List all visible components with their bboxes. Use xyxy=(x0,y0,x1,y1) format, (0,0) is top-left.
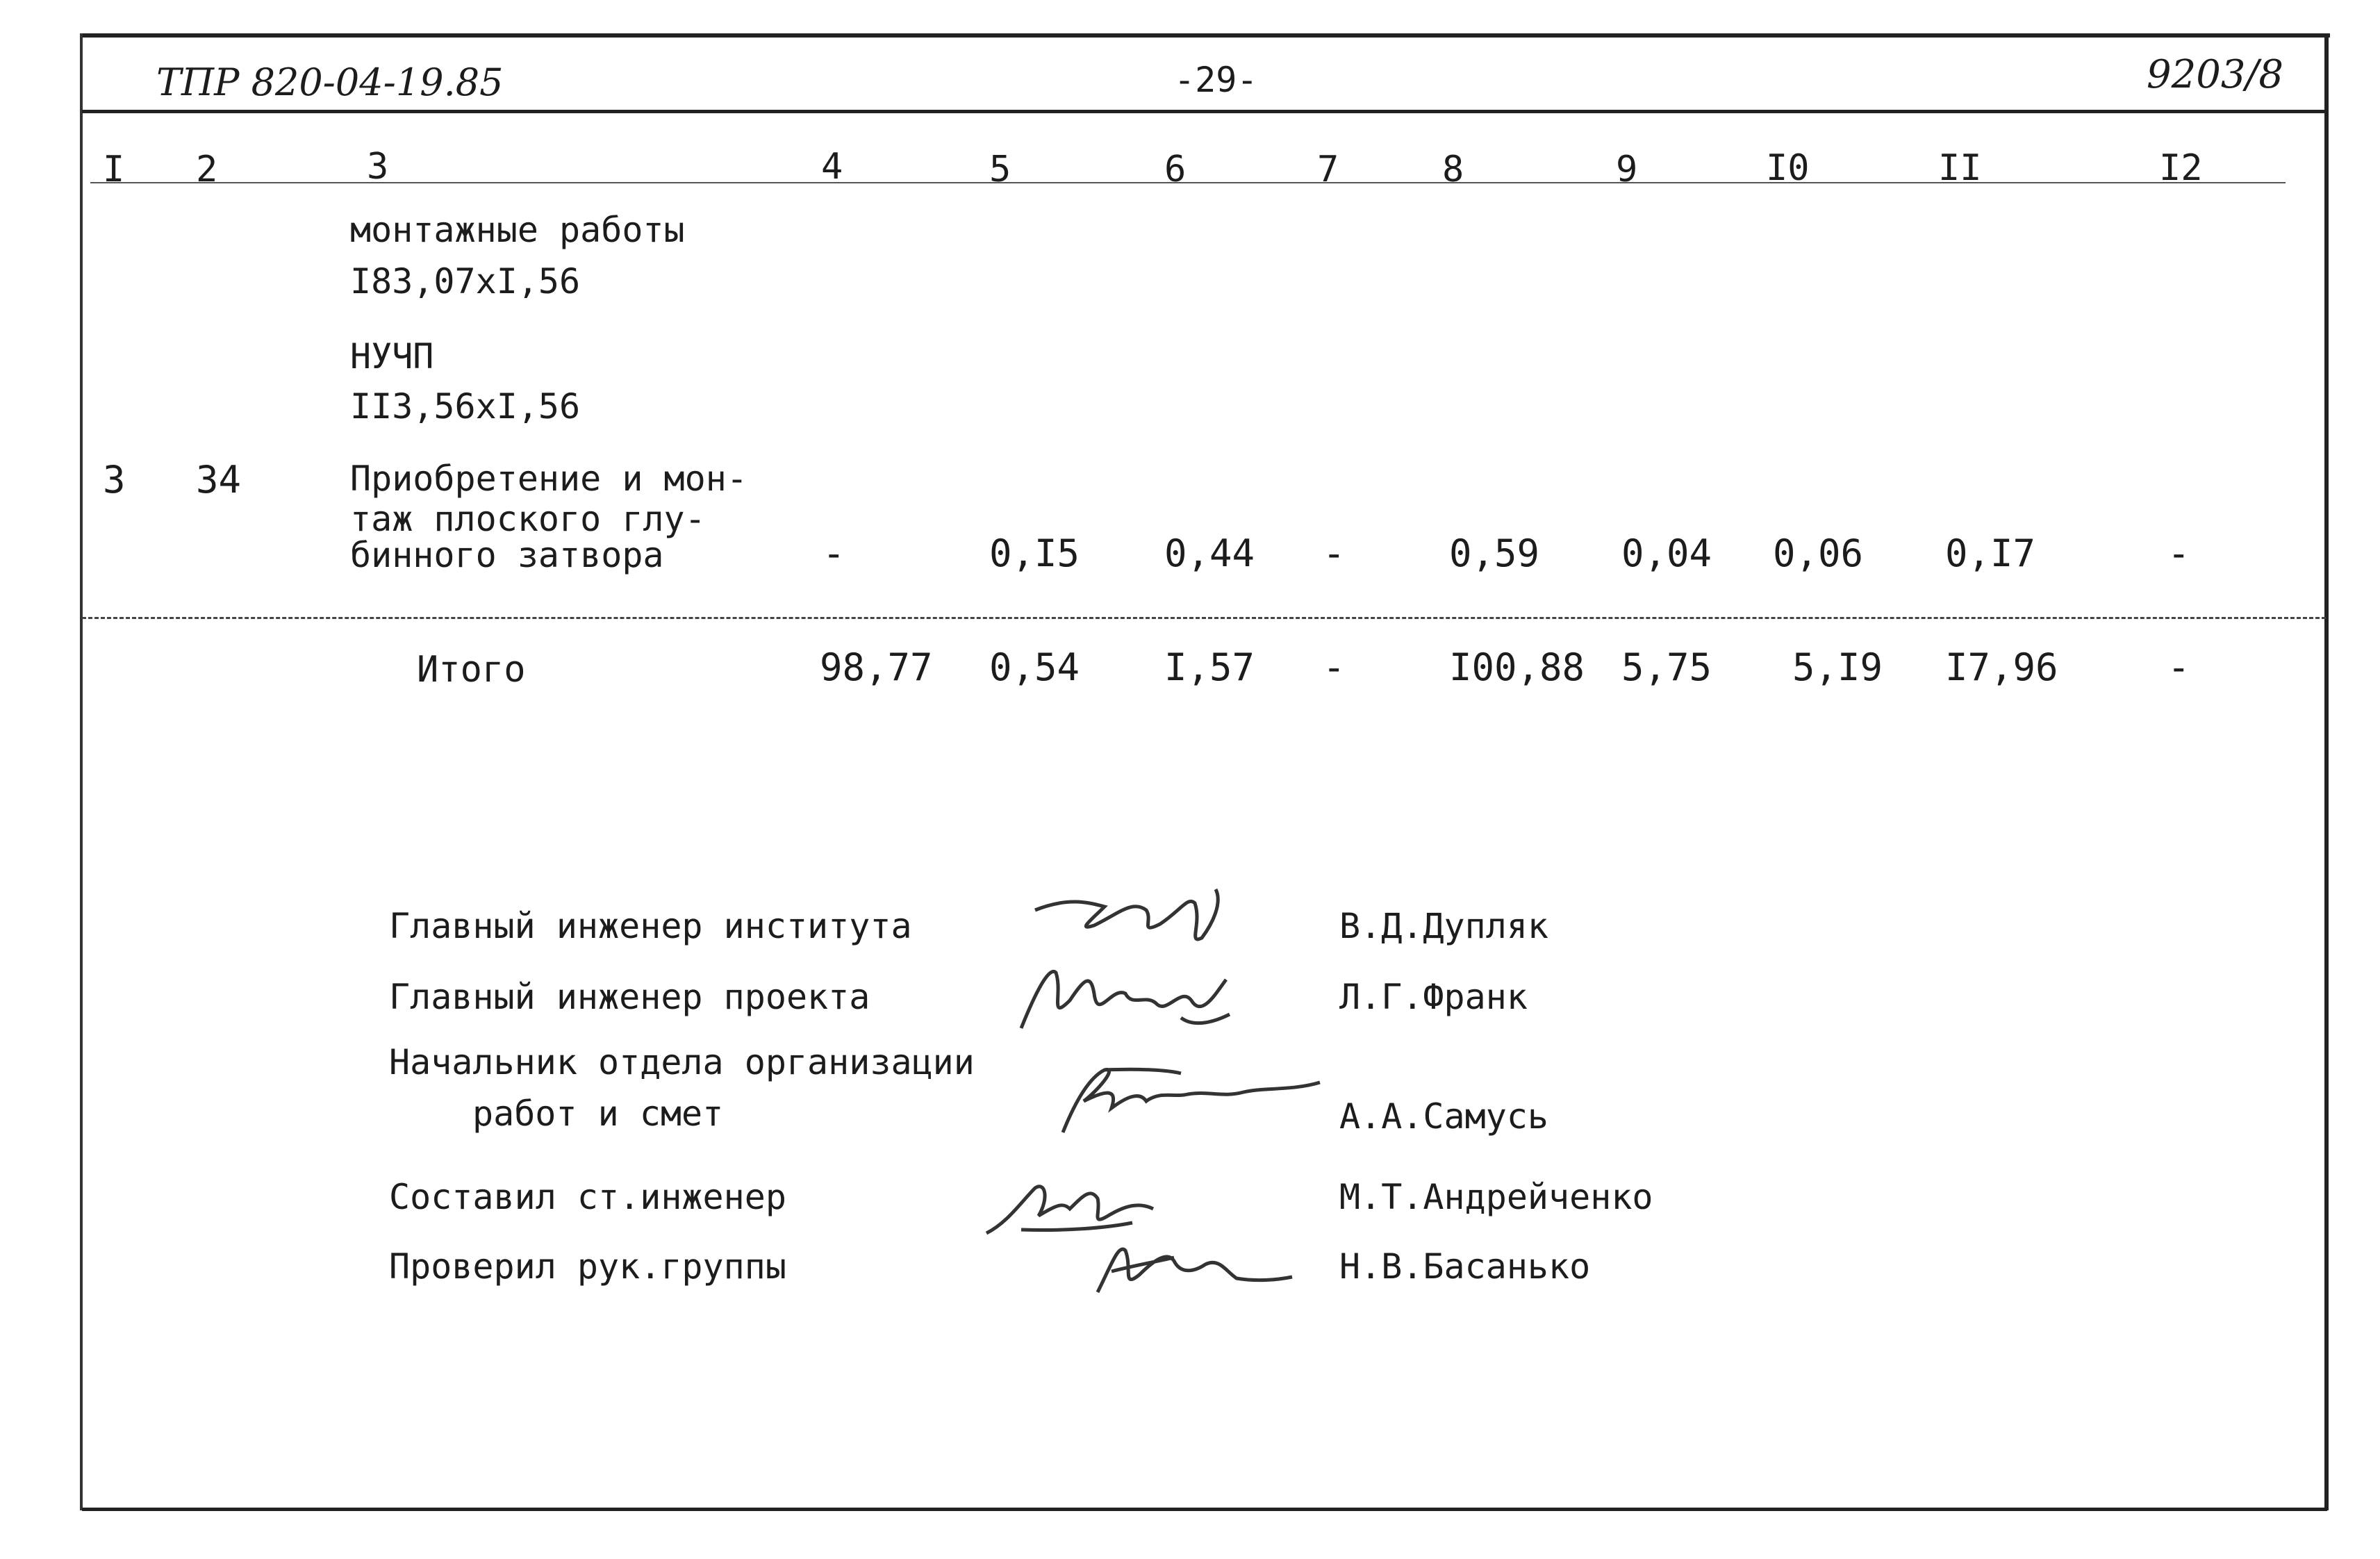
cell-value: - xyxy=(1323,531,1346,575)
cell-value: 0,I7 xyxy=(1945,531,2036,575)
cell-code: 34 xyxy=(196,458,242,502)
row-text: НУЧП xyxy=(350,336,434,377)
cell-description: Приобретение и мон- xyxy=(350,459,747,499)
signatory-name: Л.Г.Франк xyxy=(1339,977,1528,1017)
cell-value: 0,06 xyxy=(1773,531,1864,575)
total-value: - xyxy=(2167,645,2190,689)
cell-value: 0,04 xyxy=(1621,531,1712,575)
signatory-title: Начальник отдела организации xyxy=(389,1042,975,1082)
total-value: - xyxy=(1323,645,1346,689)
header-separator xyxy=(82,110,2327,113)
row-text: монтажные работы xyxy=(350,210,685,250)
row-text: II3,56xI,56 xyxy=(350,386,581,427)
column-header: I0 xyxy=(1766,147,1810,189)
cell-value: 0,I5 xyxy=(989,531,1080,575)
signatory-title: Составил ст.инженер xyxy=(389,1177,786,1217)
column-header: 7 xyxy=(1317,149,1339,190)
handwritten-signature xyxy=(1007,952,1237,1042)
frame-left-border xyxy=(80,33,83,1510)
document-code: ТПР 820-04-19.85 xyxy=(156,60,504,104)
signatory-title: Главный инженер института xyxy=(389,906,912,946)
frame-right-border xyxy=(2324,33,2329,1510)
signatory-name: Н.В.Басанько xyxy=(1339,1246,1591,1287)
signatory-title: Проверил рук.группы xyxy=(389,1246,786,1287)
total-value: 0,54 xyxy=(989,645,1080,689)
signatory-name: А.А.Самусь xyxy=(1339,1096,1549,1137)
signatory-title: Главный инженер проекта xyxy=(389,977,870,1017)
total-value: 98,77 xyxy=(820,645,933,689)
cell-item-number: 3 xyxy=(103,458,126,502)
total-value: 5,75 xyxy=(1621,645,1712,689)
signatory-title: работ и смет xyxy=(472,1094,724,1134)
total-value: I00,88 xyxy=(1449,645,1585,689)
column-header: 3 xyxy=(367,146,389,188)
sheet-number: 9203/8 xyxy=(2147,52,2284,97)
frame-top-border xyxy=(82,33,2330,38)
total-separator xyxy=(82,617,2326,619)
column-header: 9 xyxy=(1616,149,1638,190)
cell-description: таж плоского глу- xyxy=(350,499,706,539)
column-header: I xyxy=(103,149,125,190)
total-value: 5,I9 xyxy=(1792,645,1883,689)
total-value: I7,96 xyxy=(1945,645,2058,689)
column-header: II xyxy=(1938,147,1982,189)
column-header: I2 xyxy=(2159,147,2203,189)
handwritten-signature xyxy=(1084,1223,1299,1306)
column-header: 5 xyxy=(989,149,1011,190)
cell-description: бинного затвора xyxy=(350,535,664,575)
handwritten-signature xyxy=(1042,1049,1334,1139)
cell-value: 0,59 xyxy=(1449,531,1540,575)
column-header: 8 xyxy=(1442,149,1464,190)
total-label: Итого xyxy=(417,649,526,691)
row-text: I83,07xI,56 xyxy=(350,261,581,302)
total-value: I,57 xyxy=(1164,645,1255,689)
page-number: -29- xyxy=(1174,60,1258,100)
column-header: 6 xyxy=(1164,149,1187,190)
handwritten-signature xyxy=(1028,882,1237,959)
signatory-name: М.Т.Андрейченко xyxy=(1339,1177,1653,1217)
cell-value: - xyxy=(823,531,845,575)
column-header: 4 xyxy=(821,146,843,188)
cell-value: 0,44 xyxy=(1164,531,1255,575)
signatory-name: В.Д.Дупляк xyxy=(1339,906,1549,946)
frame-bottom-border xyxy=(82,1508,2327,1511)
cell-value: - xyxy=(2167,531,2190,575)
column-header: 2 xyxy=(196,149,218,190)
